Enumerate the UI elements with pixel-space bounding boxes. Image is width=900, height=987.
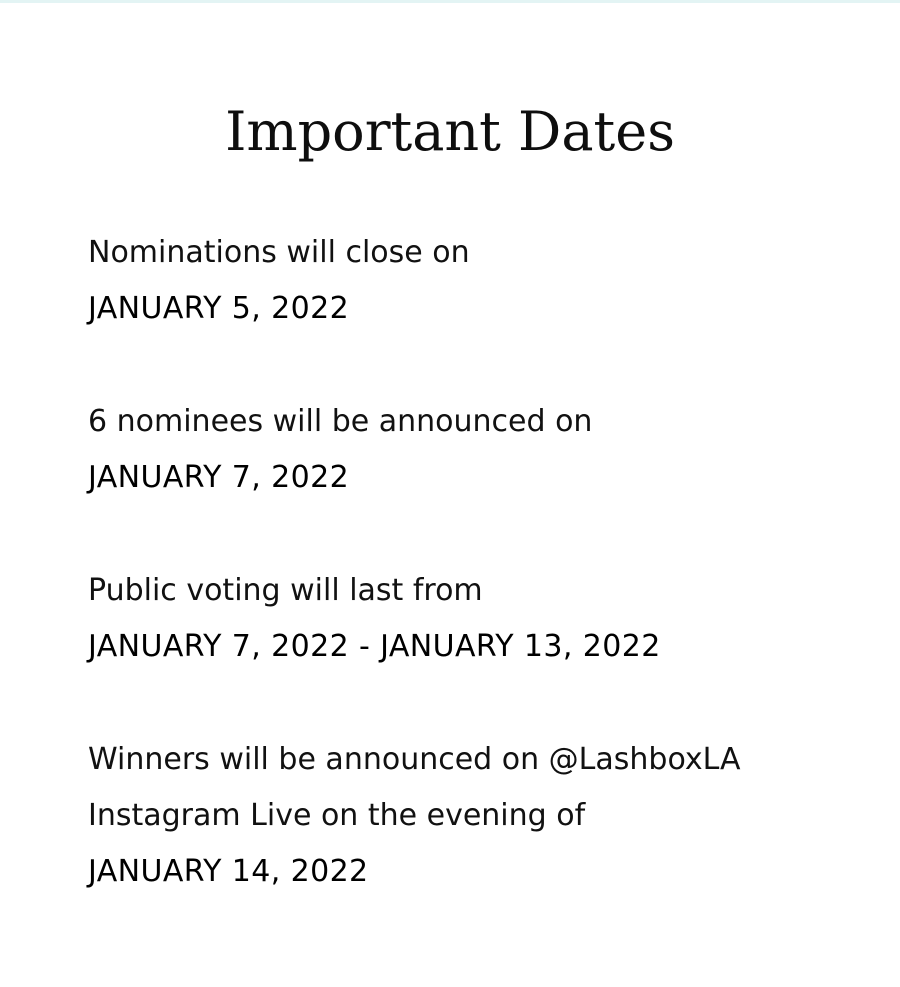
date-value: JANUARY 7, 2022 bbox=[88, 460, 350, 495]
date-value: JANUARY 7, 2022 - JANUARY 13, 2022 bbox=[88, 629, 661, 664]
date-block-nominations-close bbox=[88, 225, 848, 337]
date-description: Instagram Live on the evening of bbox=[88, 798, 586, 833]
date-value: JANUARY 14, 2022 bbox=[88, 854, 369, 889]
date-description: Winners will be announced on @LashboxLA bbox=[88, 742, 741, 777]
important-dates-list bbox=[88, 225, 848, 957]
date-block-nominees-announced bbox=[88, 394, 848, 506]
date-block-public-voting bbox=[88, 563, 848, 675]
date-description: Public voting will last from bbox=[88, 573, 483, 608]
date-value: JANUARY 5, 2022 bbox=[88, 291, 350, 326]
date-description: 6 nominees will be announced on bbox=[88, 404, 593, 439]
top-border-line bbox=[0, 0, 900, 3]
page-title: Important Dates bbox=[225, 100, 675, 163]
date-description: Nominations will close on bbox=[88, 235, 470, 270]
date-block-winners-announced bbox=[88, 732, 848, 900]
